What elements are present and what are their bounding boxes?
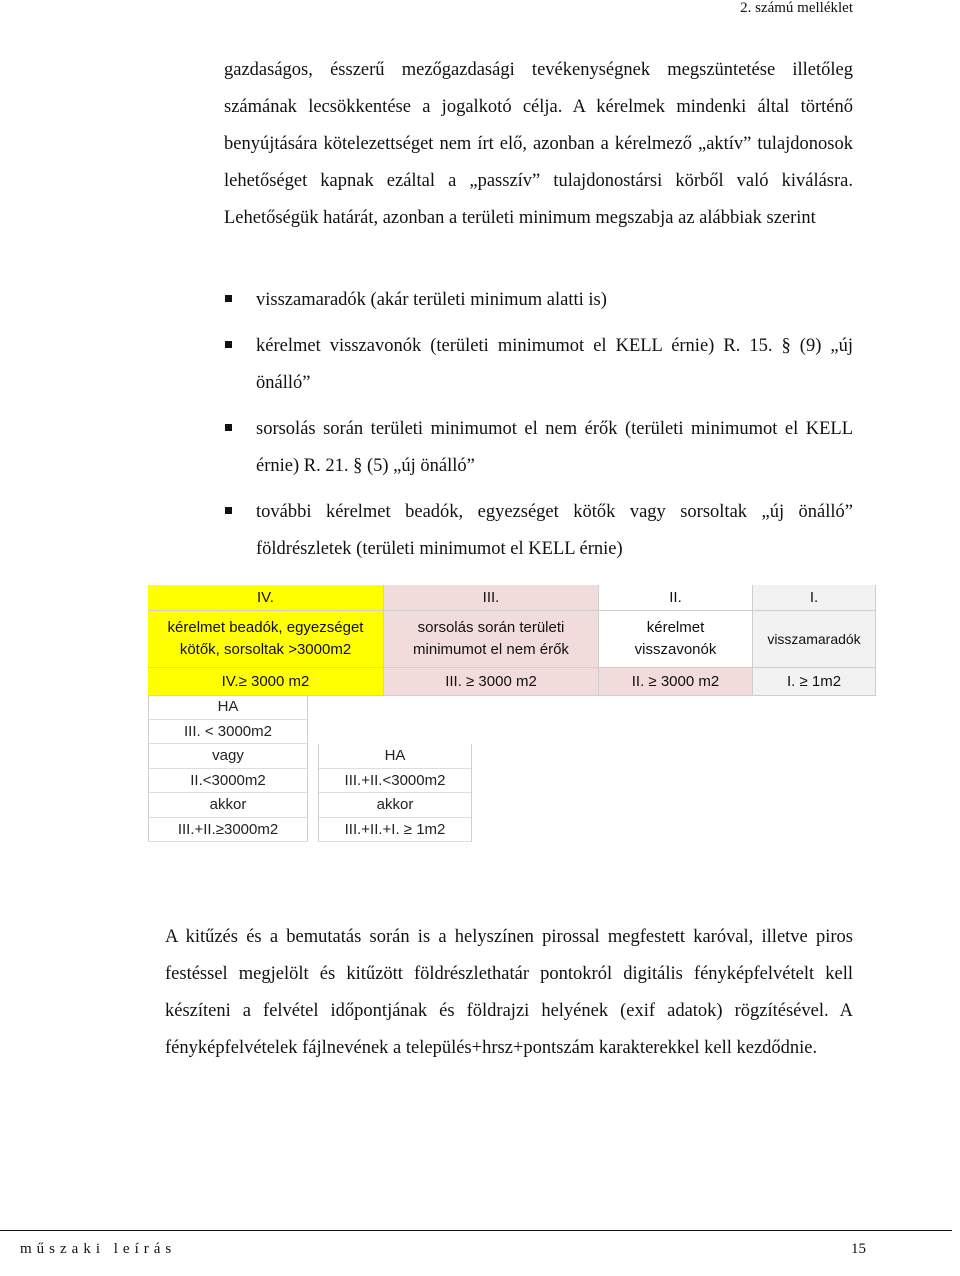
condition-right (318, 744, 472, 842)
square-bullet-icon (225, 295, 232, 302)
page-footer (0, 1230, 952, 1271)
area-minimum-diagram (148, 585, 876, 838)
square-bullet-icon (225, 341, 232, 348)
criteria-list (224, 282, 853, 577)
condition-row: III.+II.+I. ≥ 1m2 (319, 818, 471, 843)
page-number: 15 (851, 1241, 866, 1257)
col-ii-desc: kérelmet visszavonók (599, 611, 753, 668)
col-iii-header: III. (384, 585, 599, 611)
condition-row: II.<3000m2 (149, 769, 307, 794)
col-iv-desc: kérelmet beadók, egyezséget kötők, sorsoltak >3000m2 (148, 611, 384, 668)
col-i-header: I. (753, 585, 876, 611)
category-table (148, 585, 876, 696)
footer-title: műszaki leírás (20, 1241, 177, 1257)
condition-row: III. < 3000m2 (149, 720, 307, 745)
annex-label: 2. számú melléklet (740, 0, 853, 16)
condition-row: HA (319, 744, 471, 769)
list-item: további kérelmet beadók, egyezséget kötők vagy sorsoltak „új önálló” földrészletek (területi minimumot el KELL érnie) (224, 494, 853, 568)
list-item: kérelmet visszavonók (területi minimumot el KELL érnie) R. 15. § (9) „új önálló” (224, 328, 853, 402)
condition-row: III.+II.≥3000m2 (149, 818, 307, 843)
condition-row: akkor (319, 793, 471, 818)
square-bullet-icon (225, 424, 232, 431)
col-ii-limit: II. ≥ 3000 m2 (599, 668, 753, 696)
col-iii-limit: III. ≥ 3000 m2 (384, 668, 599, 696)
intro-paragraph: gazdaságos, ésszerű mezőgazdasági tevékenységnek megszüntetése illetőleg számának lecsökkentése a jogalkotó célja. A kérelmek mindenki által történő benyújtására kötelezettséget nem írt elő, azonban a kérelmező „aktív” tulajdonosok lehetőséget kapnak ezáltal a „passzív” tulajdonostársi körből való kiválásra. Lehetőségük határát, azonban a területi minimum megszabja az alábbiak szerint (224, 60, 853, 228)
col-iv-header: IV. (148, 585, 384, 611)
condition-row: vagy (149, 744, 307, 769)
list-item: visszamaradók (akár területi minimum alatti is) (224, 282, 853, 319)
condition-row: HA (149, 695, 307, 720)
col-iv-limit: IV.≥ 3000 m2 (148, 668, 384, 696)
condition-left (148, 695, 308, 842)
col-i-desc: visszamaradók (753, 611, 876, 668)
condition-row: akkor (149, 793, 307, 818)
col-ii-header: II. (599, 585, 753, 611)
list-item: sorsolás során területi minimumot el nem érők (területi minimumot el KELL érnie) R. 21. § (5) „új önálló” (224, 411, 853, 485)
square-bullet-icon (225, 507, 232, 514)
col-iii-desc: sorsolás során területi minimumot el nem érők (384, 611, 599, 668)
col-i-limit: I. ≥ 1m2 (753, 668, 876, 696)
condition-row: III.+II.<3000m2 (319, 769, 471, 794)
photo-paragraph: A kitűzés és a bemutatás során is a helyszínen pirossal megfestett karóval, illetve piros festéssel megjelölt és kitűzött földrészlethatár pontokról digitális fényképfelvételt kell készíteni a felvétel időpontjának és földrajzi helyének (exif adatok) rögzítésével. A fényképfelvételek fájlnevének a település+hrsz+pontszám karakterekkel kell kezdődnie. (165, 927, 853, 1058)
